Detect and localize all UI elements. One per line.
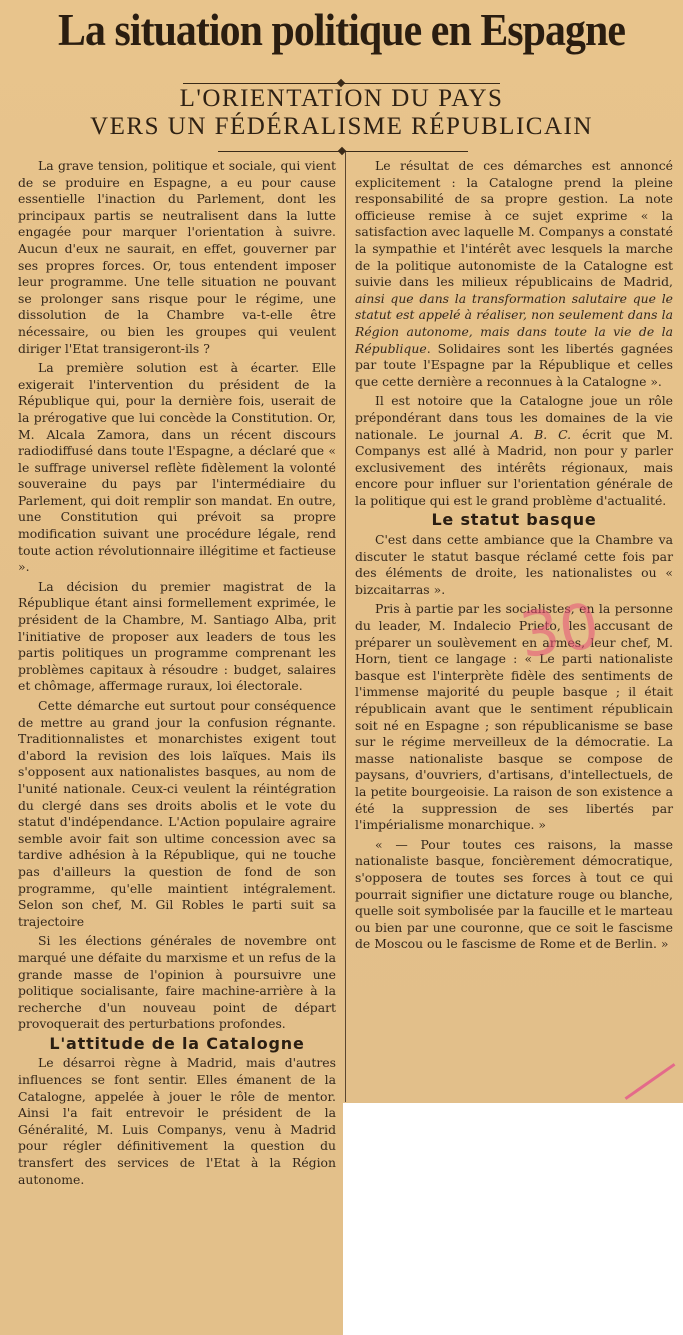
newspaper-name: A. B. C. bbox=[510, 426, 572, 442]
headline: La situation politique en Espagne bbox=[58, 5, 625, 55]
paragraph-text: Il est notoire que la Catalogne joue un rôle prépondérant dans tous les domaines de la vie nationale. Le journal bbox=[355, 393, 673, 442]
paragraph-text: Le résultat de ces démarches est annoncé explicitement : la Catalogne prend la pleine responsabilité de sa propre gestion. La note officieuse remise à ce sujet exprime « la satisfaction avec laquelle M. Companys a constaté la sympathie et l'intérêt avec lesquels la marche de la politique autonomiste de la Catalogne est suivie dans les milieux républicains de Madrid, bbox=[355, 158, 673, 290]
paragraph: Cette démarche eut surtout pour conséquence de mettre au grand jour la confusion régnante. Traditionnalistes et monarchistes exigent tout d'abord la revision des lois laïques. Mais ils s'opposent aux nationalistes basques, au nom de l'unité nationale. Ceux-ci veulent la réintégration du clergé dans ses droits abolis et le vote du statut d'indépendance. L'Action populaire agraire semble avoir fait son ultime concession avec sa tardive adhésion à la République, qui ne touche pas d'ailleurs la question de fond de son programme, qu'elle maintient intégralement. Selon son chef, M. Gil Robles le parti suit sa trajectoire bbox=[18, 698, 336, 929]
paragraph-italic-text: ainsi que dans la transformation salutaire que le statut est appelé à réaliser, non seulement dans la Région autonome, mais dans toute la vie de la République bbox=[355, 290, 673, 356]
subtitle-line-2: VERS UN FÉDÉRALISME RÉPUBLICAIN bbox=[90, 113, 593, 140]
paragraph: Pris à partie par les socialistes, en la personne du leader, M. Indalecio Prieto, les accusant de préparer un soulèvement en armes, leur chef, M. Horn, tient ce langage : « Le parti nationaliste basque est l'interprète fidèle des sentiments de l'immense majorité du peuple basque ; il était républicain avant que le sentiment républicain soit né en Espagne ; son républicanisme se base sur le régime merveilleux de la démocratie. La masse nationaliste basque se compose de paysans, d'ouvriers, d'artisans, d'intellectuels, de la petite bourgeoisie. La raison de son existence a été la suppression de ses libertés par l'impérialisme monarchique. » bbox=[355, 601, 673, 833]
section-heading-catalogne: L'attitude de la Catalogne bbox=[49, 1033, 305, 1053]
paragraph: La décision du premier magistrat de la République étant ainsi formellement exprimée, le président de la Chambre, M. Santiago Alba, prit l'initiative de proposer aux leaders de tous les partis politiques un programme comprenant les problèmes capitaux à résoudre : budget, salaires et chômage, affermage ruraux, loi électorale. bbox=[18, 578, 336, 694]
section-heading-statut-basque: Le statut basque bbox=[431, 510, 597, 530]
column-divider bbox=[345, 152, 346, 1102]
paragraph: « — Pour toutes ces raisons, la masse nationaliste basque, foncièrement démocratique, s'opposera de toutes ses forces à tout ce qui pourrait signifier une dictature rouge ou blanche, quelle soit symbolisée par la faucille et le marteau ou bien par une couronne, que ce soit le fascisme de Moscou ou le fascisme de Rome et de Berlin. » bbox=[355, 836, 673, 952]
paragraph bbox=[355, 393, 673, 509]
paragraph: C'est dans cette ambiance que la Chambre va discuter le statut basque réclamé cette fois par des éléments de droite, les nationalistes ou « bizcaitarras ». bbox=[355, 532, 673, 597]
handwritten-mark: 30 bbox=[515, 588, 604, 673]
paragraph bbox=[355, 158, 673, 390]
left-column bbox=[18, 158, 336, 1191]
paragraph: Le désarroi règne à Madrid, mais d'autres influences se font sentir. Elles émanent de la Catalogne, appelée à jouer le rôle de mentor. Ainsi l'a fait entrevoir le président de la Généralité, M. Luis Companys, venu à Madrid pour régler définitivement la question du transfert des services de l'Etat à la Région autonome. bbox=[18, 1055, 336, 1187]
paragraph-text: . Solidaires sont les libertés gagnées par toute l'Espagne par la République et celles que cette dernière a reconnues à la Catalogne ». bbox=[355, 340, 673, 389]
subtitle-line-1: L'ORIENTATION DU PAYS bbox=[179, 85, 504, 112]
right-column bbox=[355, 158, 673, 956]
paragraph: La grave tension, politique et sociale, qui vient de se produire en Espagne, a eu pour cause essentielle l'inaction du Parlement, dont les principaux partis se neutralisent dans la lutte engagée pour marquer l'orientation à suivre. Aucun d'eux ne saurait, en effet, gouverner par ses propres forces. Or, tous entendent imposer leur programme. Une telle situation ne pouvant se prolonger sans risque pour le régime, une dissolution de la Chambre va-t-elle être nécessaire, ou bien les groupes qui veulent diriger l'Etat transigeront-ils ? bbox=[18, 158, 336, 356]
paragraph: Si les élections générales de novembre ont marqué une défaite du marxisme et un refus de la grande masse de l'opinion à poursuivre une politique socialisante, faire machine-arrière à la recherche d'un nouveau point de départ provoquerait des perturbations profondes. bbox=[18, 933, 336, 1032]
paragraph-text: écrit que M. Companys est allé à Madrid, non pour y parler exclusivement des intérêts régionaux, mais encore pour influer sur l'orientation générale de la politique qui est le grand problème d'actualité. bbox=[355, 426, 673, 508]
paragraph: La première solution est à écarter. Elle exigerait l'intervention du président de la République qui, pour la dernière fois, userait de la prérogative que lui concède la Constitution. Or, M. Alcala Zamora, dans un récent discours radiodiffusé dans toute l'Espagne, a déclaré que « le suffrage universel reflète fidèlement la volonté souveraine du pays par l'intermédiaire du Parlement, qui doit remplir son mandat. En outre, une Constitution qui prévoit sa propre modification suivant une procédure légale, rend toute action révolutionnaire illégitime et factieuse ». bbox=[18, 360, 336, 575]
